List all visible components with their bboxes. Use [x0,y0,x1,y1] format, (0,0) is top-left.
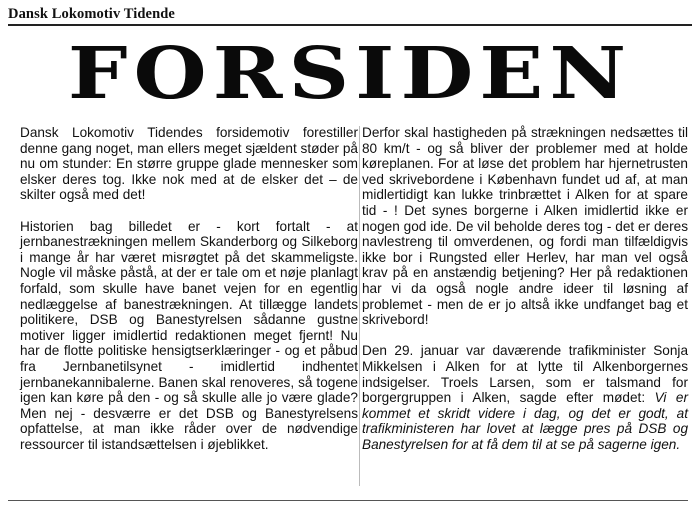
article-column-left [20,125,358,468]
header-rule [8,24,692,26]
masthead-title: FORSIDEN [67,30,633,115]
column-divider [359,126,360,486]
article-paragraph: Historien bag billedet er - kort fortalt - at jernbanestrækningen mellem Skanderborg og Silkeborg i mange år har været misrøgtet på det skammeligste. Nogle vil måske påstå, at der er tale om et nøje planlagt forfald, som skulle have banet vejen for en egentlig nedlæggelse af banestrækningen. At tillægge landets politikere, DSB og Banestyrelsen sådanne gustne motiver ligger imidlertid redaktionen meget fjernt! Nu har de flotte politiske hensigtserklæringer - og et påbud fra Jernbanetilsynet - imidlertid indhentet jernbanekannibalerne. Banen skal renoveres, så togene igen kan køre på den - og så skulle alle jo være glade? Men nej - desværre er det DSB og Banestyrelsens opfattelse, at man ikke råder over de nødvendige ressourcer til istandsættelsen i øjeblikket. [20,218,358,452]
article-column-right [362,125,688,468]
quote-text: Vi er kommet et skridt videre i dag, og det er godt, at trafikministeren har lovet at lægge pres på DSB og Banestyrelsen for at få dem til at se på sagerne igen. [362,390,688,452]
publication-name: Dansk Lokomotiv Tidende [8,6,175,22]
article-paragraph: Dansk Lokomotiv Tidendes forsidemotiv forestiller denne gang noget, man ellers meget sjældent støder på nu om stunder: En større gruppe glade mennesker som elsker deres tog. Ikke nok med at de elsker det – de skilter også med det! [20,125,358,203]
page-header [8,4,692,28]
quote-intro-text: Den 29. januar var daværende trafikminister Sonja Mikkelsen i Alken for at lytte til Alkenborgernes indsigelser. Troels Larsen, som er talsmand for borgergruppen i Alken, sagde efter mødet: [362,343,688,406]
footer-rule [8,500,688,501]
article-paragraph-quote-intro [362,343,688,452]
article-paragraph: Derfor skal hastigheden på strækningen nedsættes til 80 km/t - og så bliver der problemer med at holde køreplanen. For at løse det problem har hjernetrusten ved skrivebordene i København fundet ud af, at man midlertidigt kan lukke trinbrættet i Alken for at spare tid - ! Det synes borgerne i Alken imidlertid ikke er nogen god ide. De vil beholde deres tog - det er deres navlestreng til omverdenen, og fordi man tilfældigvis ikke bor i Rungsted eller Herlev, har man vel også krav på en anstændig betjening? Her på redaktionen har vi da også nogle andre ideer til løsning af problemet - men de er jo altså ikke undfanget bag et skrivebord! [362,125,688,328]
